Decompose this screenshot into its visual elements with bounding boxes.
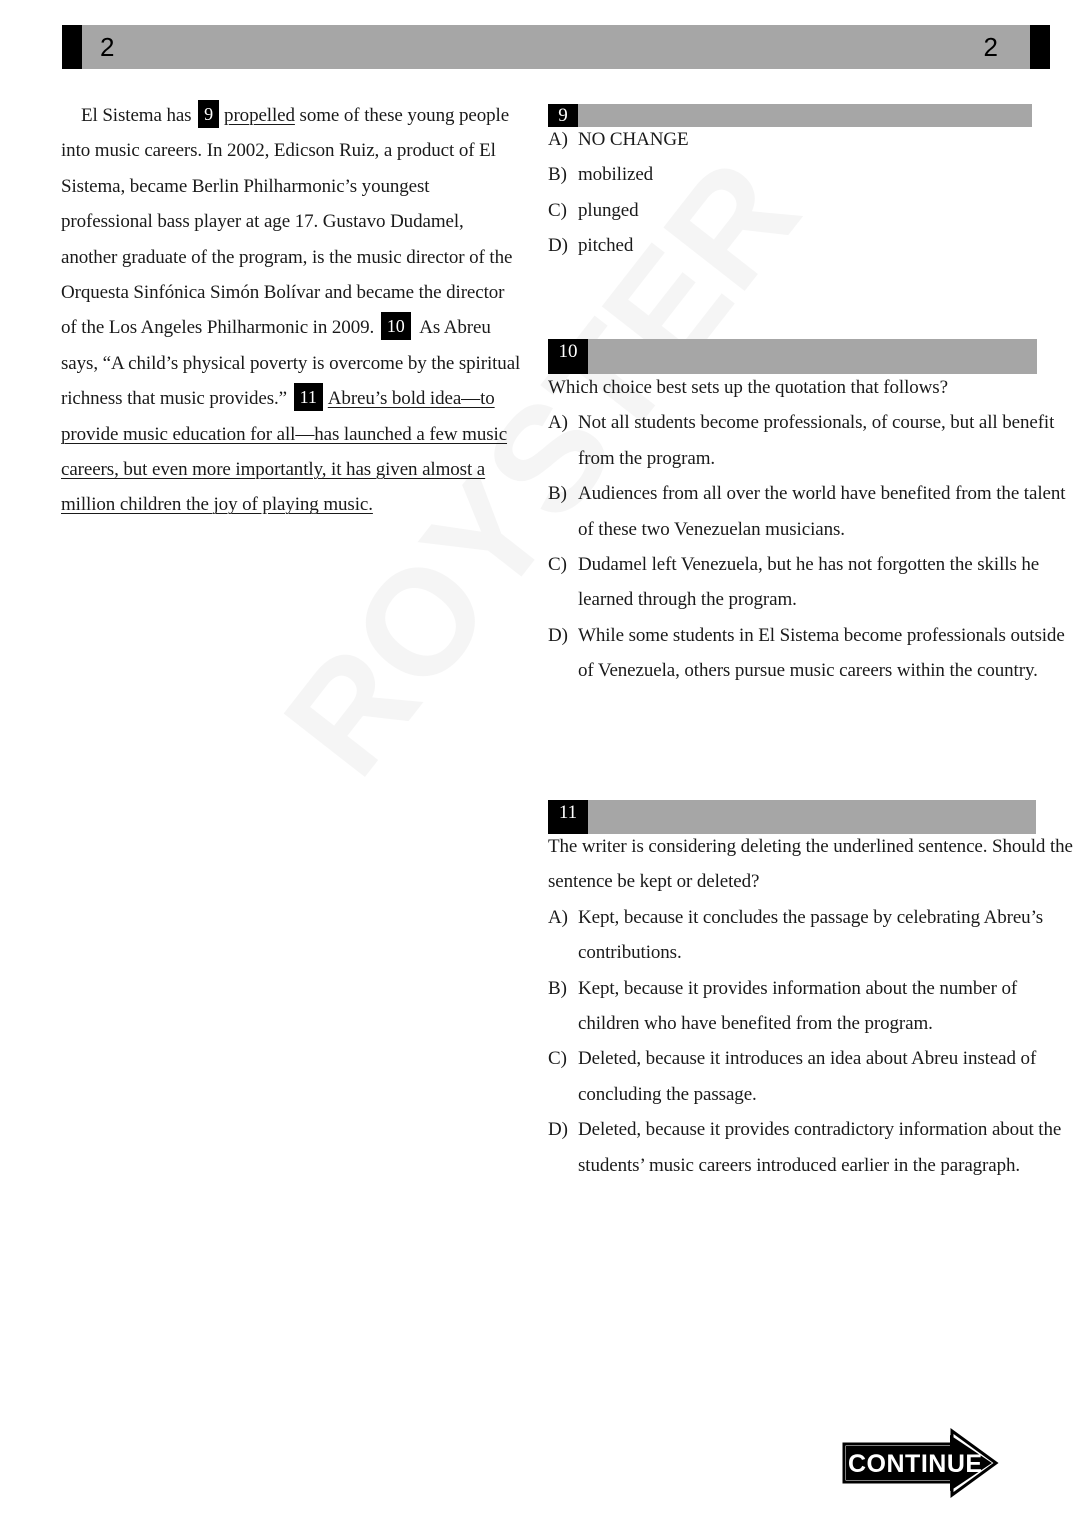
option-letter: D) bbox=[548, 1119, 568, 1141]
question-9-block bbox=[548, 122, 1073, 264]
option-text: plunged bbox=[578, 199, 639, 221]
option-text: Deleted, because it provides contradictory information about the students’ music careers introduced earlier in the paragraph. bbox=[578, 1119, 1062, 1176]
underlined-sentence: Abreu’s bold idea—to provide music education for all—has launched a few music careers, but even more importantly, it has given almost a million children the joy of playing music. bbox=[61, 388, 508, 516]
option-letter: B) bbox=[548, 483, 567, 505]
option-letter: A) bbox=[548, 129, 568, 150]
answer-option-9a[interactable] bbox=[548, 122, 1073, 157]
option-text: Kept, because it provides information about the number of children who have benefited from the program. bbox=[578, 977, 1018, 1035]
option-text: Audiences from all over the world have benefited from the talent of these two Venezuelan musicians. bbox=[578, 483, 1066, 540]
option-letter: B) bbox=[548, 164, 567, 186]
question-9-marker[interactable]: 9 bbox=[198, 100, 219, 128]
question-10-block bbox=[548, 370, 1073, 689]
question-11-block bbox=[548, 829, 1073, 1183]
option-letter: D) bbox=[548, 235, 568, 257]
answer-option-9d[interactable] bbox=[548, 228, 1073, 263]
option-letter: A) bbox=[548, 906, 568, 928]
answer-option-10c[interactable] bbox=[548, 547, 1073, 618]
answer-option-11c[interactable] bbox=[548, 1041, 1073, 1112]
option-text: While some students in El Sistema become professionals outside of Venezuela, others pursue music careers within the country. bbox=[578, 624, 1065, 682]
question-10-header bbox=[548, 339, 1037, 374]
option-text: Dudamel left Venezuela, but he has not forgotten the skills he learned through the program. bbox=[578, 554, 1040, 611]
underlined-word-propelled: propelled bbox=[224, 105, 295, 126]
option-text: Deleted, because it introduces an idea about Abreu instead of concluding the passage. bbox=[578, 1048, 1037, 1105]
passage-text: El Sistema has bbox=[81, 105, 197, 126]
option-letter: C) bbox=[548, 199, 567, 221]
option-text: pitched bbox=[578, 235, 634, 257]
passage-text: As Abreu says, “A child’s physical poverty is overcome by the spiritual richness that music provides.” bbox=[61, 317, 521, 410]
header-left-marker bbox=[62, 25, 82, 69]
passage-text: some of these young people into music careers. In 2002, Edicson Ruiz, a product of El Sistema, became Berlin Philharmonic’s youngest professional bass player at age 17. Gustavo Dudamel, another graduate of the program, is the music director of the Orquesta Sinfónica Simón Bolívar and became the director of the Los Angeles Philharmonic in 2009. bbox=[61, 105, 513, 339]
option-letter: C) bbox=[548, 1048, 567, 1070]
answer-option-9b[interactable] bbox=[548, 157, 1073, 192]
option-letter: A) bbox=[548, 412, 568, 434]
question-9-number: 9 bbox=[548, 104, 578, 127]
answer-option-11a[interactable] bbox=[548, 900, 1073, 971]
continue-label: CONTINUE bbox=[848, 1450, 983, 1478]
answer-option-11b[interactable] bbox=[548, 971, 1073, 1042]
option-text: NO CHANGE bbox=[578, 129, 689, 150]
right-arrow-icon bbox=[840, 1428, 1000, 1498]
option-text: Not all students become professionals, of course, but all benefit from the program. bbox=[578, 412, 1055, 469]
answer-option-10b[interactable] bbox=[548, 476, 1073, 547]
section-number-right: 2 bbox=[983, 32, 998, 62]
section-number-left: 2 bbox=[100, 32, 115, 62]
answer-option-11d[interactable] bbox=[548, 1112, 1073, 1183]
section-header-band bbox=[62, 25, 1050, 69]
option-letter: B) bbox=[548, 977, 567, 999]
option-text: mobilized bbox=[578, 164, 654, 186]
reading-passage bbox=[61, 98, 523, 523]
answer-option-10a[interactable] bbox=[548, 405, 1073, 476]
answer-option-10d[interactable] bbox=[548, 618, 1073, 689]
option-letter: C) bbox=[548, 554, 567, 576]
question-11-stem: The writer is considering deleting the underlined sentence. Should the sentence be kept or deleted? bbox=[548, 836, 1073, 893]
option-letter: D) bbox=[548, 624, 568, 646]
question-11-marker[interactable]: 11 bbox=[294, 383, 323, 411]
question-10-stem: Which choice best sets up the quotation that follows? bbox=[548, 377, 948, 398]
option-text: Kept, because it concludes the passage by celebrating Abreu’s contributions. bbox=[578, 906, 1044, 964]
question-10-number: 10 bbox=[548, 339, 588, 374]
question-10-marker[interactable]: 10 bbox=[381, 312, 411, 340]
question-11-number: 11 bbox=[548, 800, 588, 834]
continue-button[interactable] bbox=[840, 1428, 1000, 1498]
answer-option-9c[interactable] bbox=[548, 193, 1073, 228]
header-right-marker bbox=[1030, 25, 1050, 69]
